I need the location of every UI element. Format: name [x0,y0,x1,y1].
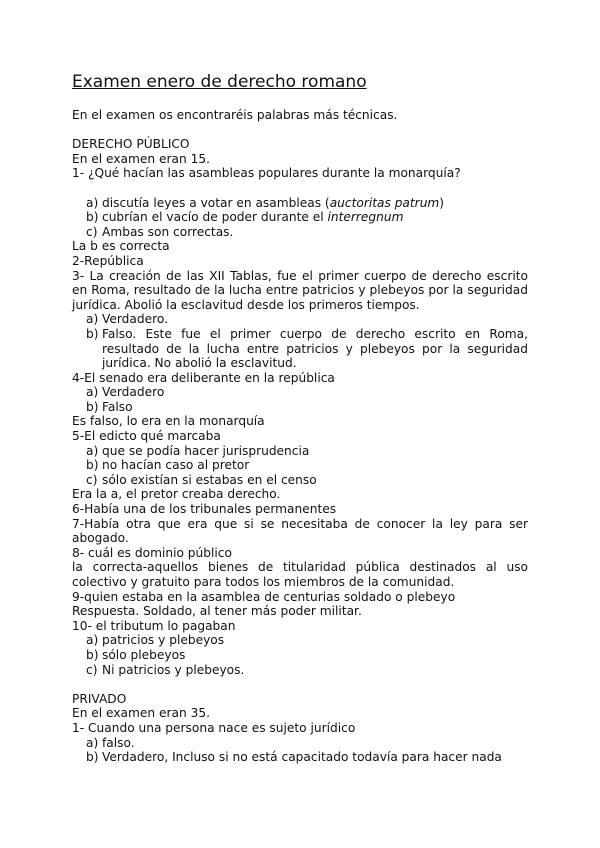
question-7: 7-Había otra que era que si se necesitaba de conocer la ley para ser abogado. [72,516,528,546]
option-b: b) cubrían el vacío de poder durante el interregnum [86,210,404,225]
question-10: 10- el tributum lo pagaban [72,618,236,633]
question-8: 8- cuál es dominio público [72,545,232,560]
option-a: a) falso. [86,735,135,750]
answer: Era la a, el pretor creaba derecho. [72,487,281,502]
option-c: c) Ambas son correctas. [86,224,234,239]
answer: Respuesta. Soldado, al tener más poder militar. [72,604,362,619]
question-count: En el examen eran 15. [72,151,210,166]
document-title: Examen enero de derecho romano [72,72,367,92]
option-b: b) Falso [86,399,133,414]
answer: La b es correcta [72,239,170,254]
option-b: b) Verdadero, Incluso si no está capacitado todavía para hacer nada [86,750,502,765]
option-b: b) no hacían caso al pretor [86,458,250,473]
question-5: 5-El edicto qué marcaba [72,429,221,444]
option-c: c) Ni patricios y plebeyos. [86,662,245,677]
section-heading-publico: DERECHO PÚBLICO [72,137,190,152]
question-1: 1- Cuando una persona nace es sujeto jurídico [72,720,356,735]
option-b: b) sólo plebeyos [86,647,186,662]
question-count: En el examen eran 35. [72,706,210,721]
intro-paragraph: En el examen os encontraréis palabras más técnicas. [72,108,398,122]
question-1: 1- ¿Qué hacían las asambleas populares durante la monarquía? [72,166,461,181]
answer: Es falso, lo era en la monarquía [72,414,265,429]
option-a: a) Verdadero [86,385,165,400]
option-b: b) Falso. Este fue el primer cuerpo de derecho escrito en Roma, resultado de la lucha entre patricios y plebeyos por la seguridad jurídica. No abolió la esclavitud. [86,326,528,371]
question-3: 3- La creación de las XII Tablas, fue el primer cuerpo de derecho escrito en Roma, resultado de la lucha entre patricios y plebeyos por la seguridad jurídica. Abolió la esclavitud desde los primeros tiempos. [72,268,528,312]
answer: la correcta-aquellos bienes de titularidad pública destinados al uso colectivo y gratuito para todos los miembros de la comunidad. [72,560,528,589]
question-2: 2-República [72,253,144,268]
question-6: 6-Había una de los tribunales permanentes [72,502,337,517]
option-c: c) sólo existían si estabas en el censo [86,472,317,487]
option-a: a) Verdadero. [86,312,168,327]
question-9: 9-quien estaba en la asamblea de centurias soldado o plebeyo [72,589,456,604]
option-a: a) discutía leyes a votar en asambleas (auctoritas patrum) [86,195,445,210]
option-a: a) que se podía hacer jurisprudencia [86,443,310,458]
question-4: 4-El senado era deliberante en la república [72,370,335,385]
section-heading-privado: PRIVADO [72,691,127,706]
option-a: a) patricios y plebeyos [86,633,225,648]
document-page [72,72,528,765]
